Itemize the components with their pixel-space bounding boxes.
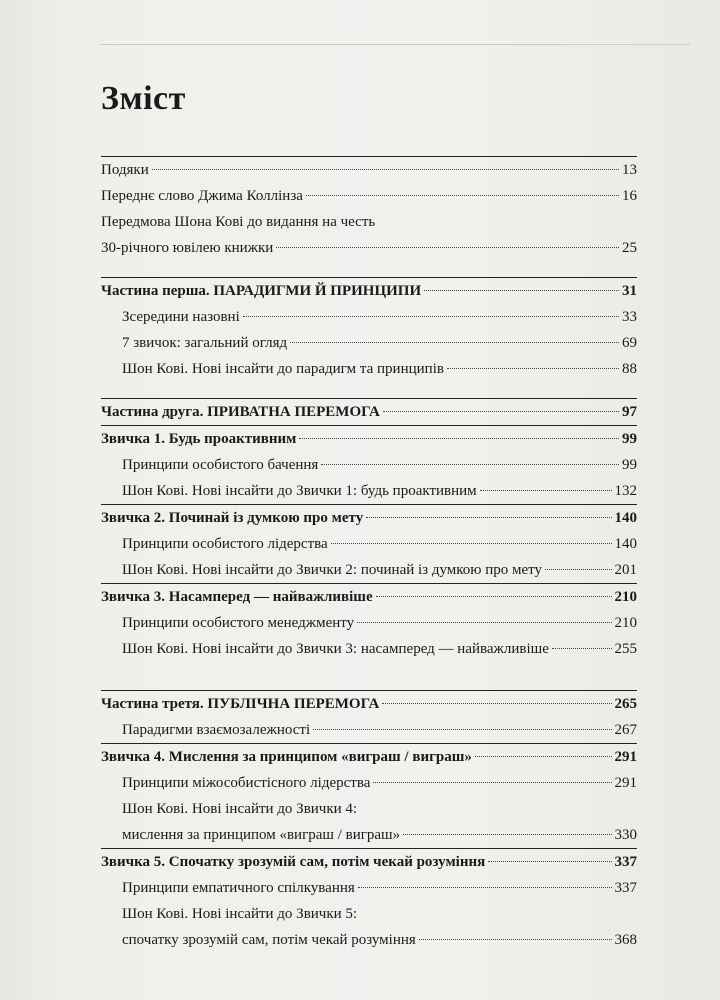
header-rule	[100, 44, 690, 45]
toc-entry	[101, 927, 637, 953]
toc-habit	[101, 584, 637, 610]
toc-part-page: 97	[622, 404, 637, 420]
toc-entry-page: 16	[622, 188, 637, 204]
toc-entry-title: Переднє слово Джима Коллінза	[101, 188, 303, 204]
toc-part-page: 265	[614, 696, 637, 712]
toc-entry-title-line1: Шон Кові. Нові інсайти до Звички 4:	[122, 801, 358, 817]
toc-part	[101, 399, 637, 425]
toc-entry	[101, 610, 637, 636]
toc-habit	[101, 744, 637, 770]
table-of-contents	[101, 156, 637, 953]
toc-entry-page: 140	[614, 536, 637, 552]
toc-entry-page: 255	[614, 641, 637, 657]
dot-leader	[358, 887, 612, 888]
toc-entry	[101, 478, 637, 504]
toc-entry	[101, 304, 637, 330]
toc-entry	[101, 875, 637, 901]
toc-entry-title: Шон Кові. Нові інсайти до парадигм та принципів	[122, 361, 444, 377]
dot-leader	[545, 569, 611, 570]
dot-leader	[447, 368, 619, 369]
toc-entry-page: 33	[622, 309, 637, 325]
toc-habit-title: Звичка 4. Мислення за принципом «виграш / виграш»	[101, 749, 472, 765]
dot-leader	[552, 648, 612, 649]
toc-habit-page: 337	[614, 854, 637, 870]
toc-habit-page: 140	[614, 510, 637, 526]
dot-leader	[299, 438, 619, 439]
toc-entry	[101, 235, 637, 261]
dot-leader	[403, 834, 611, 835]
dot-leader	[366, 517, 611, 518]
toc-habit	[101, 426, 637, 452]
dot-leader	[306, 195, 619, 196]
toc-entry	[101, 183, 637, 209]
toc-entry	[101, 531, 637, 557]
toc-entry-title: Принципи особистого лідерства	[122, 536, 328, 552]
toc-entry-title-line1: Шон Кові. Нові інсайти до Звички 5:	[122, 906, 358, 922]
toc-entry	[101, 356, 637, 382]
toc-part-page: 31	[622, 283, 637, 299]
toc-entry-page: 337	[614, 880, 637, 896]
dot-leader	[480, 490, 612, 491]
toc-entry-title: Принципи емпатичного спілкування	[122, 880, 355, 896]
dot-leader	[424, 290, 619, 291]
toc-part-title: Частина друга. ПРИВАТНА ПЕРЕМОГА	[101, 404, 380, 420]
toc-entry-page: 99	[622, 457, 637, 473]
toc-entry-title: мислення за принципом «виграш / виграш»	[122, 827, 401, 843]
toc-entry-title: Шон Кові. Нові інсайти до Звички 1: будь проактивним	[122, 483, 477, 499]
toc-habit-title: Звичка 1. Будь проактивним	[101, 431, 297, 447]
toc-entry-page: 25	[622, 240, 637, 256]
toc-entry-title: Принципи міжособистісного лідерства	[122, 775, 371, 791]
toc-entry-page: 267	[614, 722, 637, 738]
toc-entry	[101, 770, 637, 796]
toc-part	[101, 278, 637, 304]
dot-leader	[382, 703, 611, 704]
toc-habit	[101, 849, 637, 875]
toc-entry	[101, 452, 637, 478]
toc-habit-page: 291	[614, 749, 637, 765]
page-title: Зміст	[101, 80, 186, 117]
toc-part-title: Частина перша. ПАРАДИГМИ Й ПРИНЦИПИ	[101, 283, 422, 299]
toc-habit-page: 99	[622, 431, 637, 447]
toc-entry-page: 291	[614, 775, 637, 791]
dot-leader	[331, 543, 612, 544]
toc-entry-page: 368	[614, 932, 637, 948]
dot-leader	[152, 169, 619, 170]
dot-leader	[376, 596, 612, 597]
toc-entry-title-line1: Передмова Шона Кові до видання на честь	[101, 214, 376, 230]
toc-entry-title: Парадигми взаємозалежності	[122, 722, 311, 738]
dot-leader	[276, 247, 619, 248]
toc-part	[101, 691, 637, 717]
dot-leader	[243, 316, 619, 317]
toc-entry	[101, 557, 637, 583]
toc-habit-title: Звичка 3. Насамперед — найважливіше	[101, 589, 373, 605]
toc-entry-title: Зсередини назовні	[122, 309, 240, 325]
toc-entry-title: 30-річного ювілею книжки	[101, 240, 274, 256]
toc-entry-page: 210	[614, 615, 637, 631]
toc-entry-page: 330	[614, 827, 637, 843]
dot-leader	[313, 729, 611, 730]
toc-entry-title: Принципи особистого бачення	[122, 457, 319, 473]
toc-entry-page: 201	[614, 562, 637, 578]
dot-leader	[475, 756, 612, 757]
toc-entry-title: Шон Кові. Нові інсайти до Звички 3: насамперед — найважливіше	[122, 641, 549, 657]
toc-entry-page: 132	[614, 483, 637, 499]
toc-habit	[101, 505, 637, 531]
toc-entry	[101, 636, 637, 662]
dot-leader	[488, 861, 611, 862]
toc-entry	[101, 157, 637, 183]
toc-habit-page: 210	[614, 589, 637, 605]
toc-entry-title: 7 звичок: загальний огляд	[122, 335, 288, 351]
toc-part-title: Частина третя. ПУБЛІЧНА ПЕРЕМОГА	[101, 696, 380, 712]
dot-leader	[419, 939, 612, 940]
toc-entry-title: спочатку зрозумій сам, потім чекай розуміння	[122, 932, 416, 948]
toc-entry	[101, 717, 637, 743]
toc-entry-title: Принципи особистого менеджменту	[122, 615, 355, 631]
toc-habit-title: Звичка 5. Спочатку зрозумій сам, потім чекай розуміння	[101, 854, 486, 870]
dot-leader	[357, 622, 611, 623]
toc-habit-title: Звичка 2. Починай із думкою про мету	[101, 510, 364, 526]
dot-leader	[373, 782, 611, 783]
toc-entry	[101, 330, 637, 356]
dot-leader	[290, 342, 619, 343]
toc-entry-page: 69	[622, 335, 637, 351]
toc-entry	[101, 822, 637, 848]
toc-entry-title: Подяки	[101, 162, 149, 178]
toc-entry-page: 13	[622, 162, 637, 178]
dot-leader	[321, 464, 619, 465]
toc-entry-page: 88	[622, 361, 637, 377]
dot-leader	[383, 411, 619, 412]
toc-entry-title: Шон Кові. Нові інсайти до Звички 2: починай із думкою про мету	[122, 562, 543, 578]
